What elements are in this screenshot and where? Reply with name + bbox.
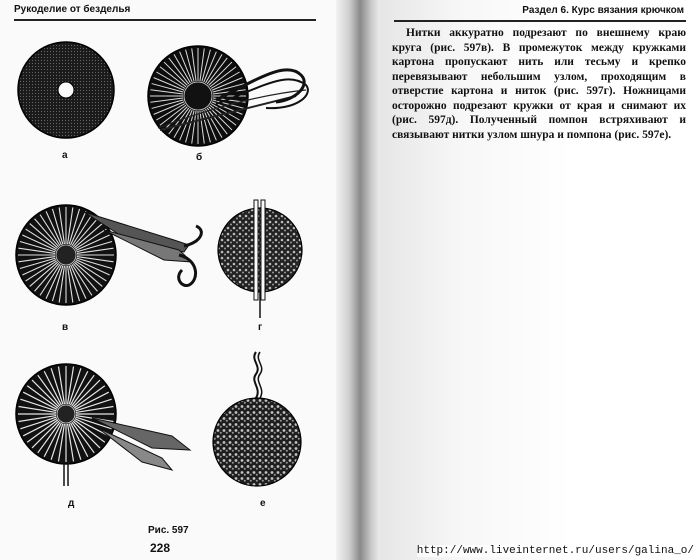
page-number: 228	[150, 541, 171, 555]
figure-v-cutting	[14, 200, 204, 310]
right-header-rule	[394, 20, 686, 22]
figure-label-v: в	[62, 322, 69, 333]
book-gutter	[336, 0, 380, 560]
left-header-rule	[14, 19, 316, 21]
figure-e-pompom	[210, 350, 306, 490]
figure-b-winding	[146, 40, 316, 150]
left-running-head: Рукоделие от безделья	[14, 4, 131, 15]
figure-label-b: б	[196, 152, 203, 163]
figure-label-d: д	[68, 498, 75, 509]
figure-label-e: е	[260, 498, 266, 509]
body-paragraph: Нитки аккуратно подрезают по внешнему краю круга (рис. 597в). В промежуток между кружками картона пропускают нить или тесьму и крепко перевязывают небольшим узлом, проходящим в отверстие картона и ниток (рис. 597г). Ножницами осторожно подрезают кружки от края и снимают их (рис. 597д). Полученный помпон встряхивают и связывают нитки узлом шнура и помпона (рис. 597е).	[392, 27, 686, 141]
figure-caption: Рис. 597	[148, 525, 189, 536]
figure-label-g: г	[258, 322, 263, 333]
right-page	[380, 0, 700, 560]
source-watermark: http://www.liveinternet.ru/users/galina_o/	[416, 545, 694, 557]
right-running-head: Раздел 6. Курс вязания крючком	[522, 5, 684, 16]
left-page	[0, 0, 336, 560]
figure-d-removing	[12, 358, 202, 488]
figure-label-a: а	[62, 150, 68, 161]
figure-a-ring	[16, 38, 116, 142]
figure-g-tying	[214, 190, 306, 320]
